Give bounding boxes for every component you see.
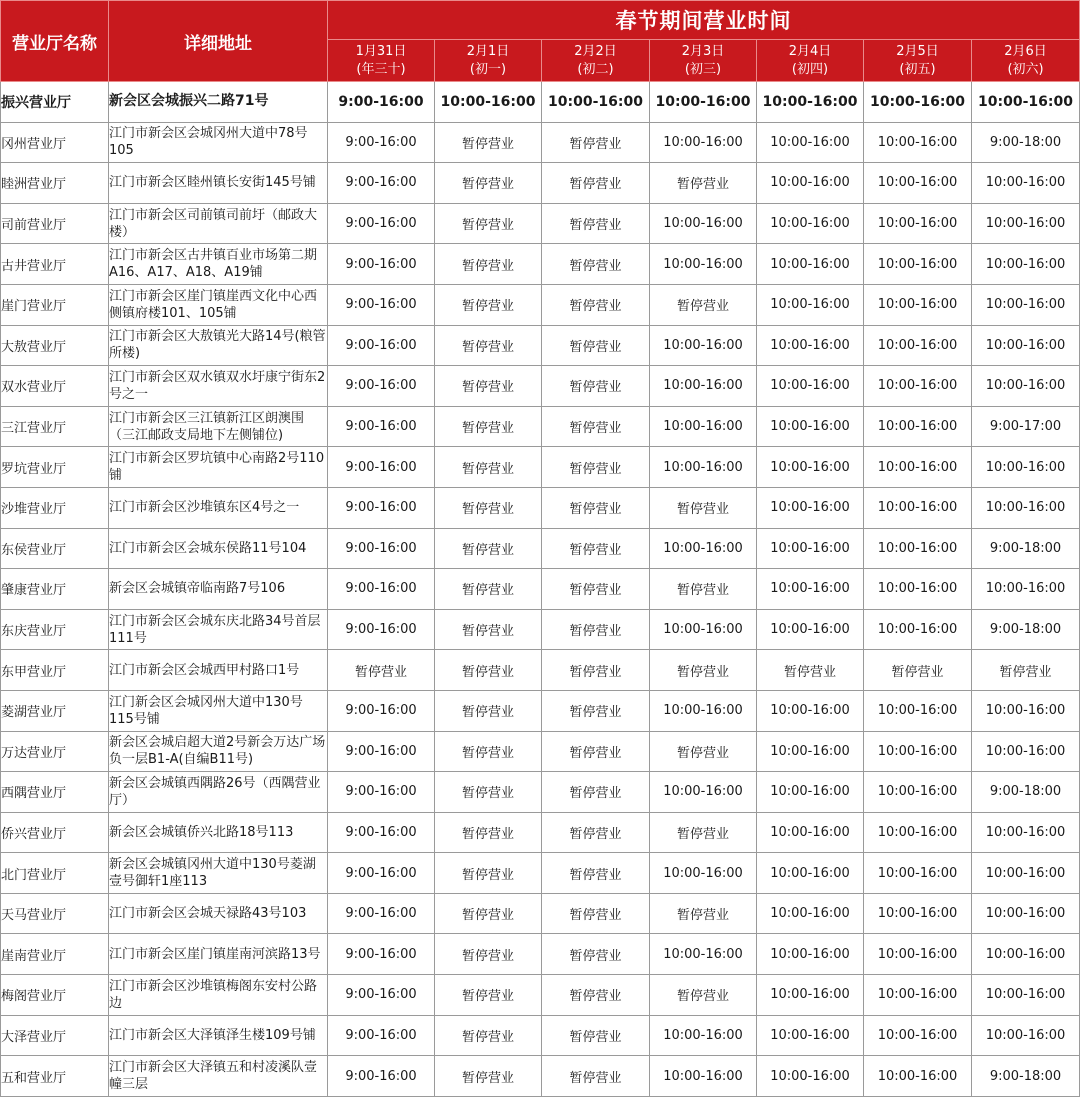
date-header [328,40,435,82]
branch-name: 大泽营业厅 [1,1015,109,1056]
opening-hours-cell: 9:00-18:00 [972,772,1080,813]
opening-hours-cell: 暂停营业 [542,325,650,366]
opening-hours-cell: 暂停营业 [542,366,650,407]
branch-address: 江门新会区会城冈州大道中130号115号铺 [109,690,328,731]
opening-hours-cell: 10:00-16:00 [864,1015,972,1056]
branch-name: 三江营业厅 [1,406,109,447]
opening-hours-cell: 暂停营业 [435,853,542,894]
date-header [972,40,1080,82]
branch-name: 东侯营业厅 [1,528,109,569]
opening-hours-cell: 10:00-16:00 [650,325,757,366]
branch-name: 崖南营业厅 [1,934,109,975]
opening-hours-cell: 10:00-16:00 [864,366,972,407]
opening-hours-cell: 10:00-16:00 [757,690,864,731]
opening-hours-cell: 10:00-16:00 [972,487,1080,528]
opening-hours-cell: 10:00-16:00 [864,609,972,650]
opening-hours-cell: 10:00-16:00 [972,203,1080,244]
opening-hours-cell: 10:00-16:00 [972,325,1080,366]
opening-hours-cell: 9:00-16:00 [328,325,435,366]
lunar-date-label: (初一) [469,61,507,77]
table-row [1,853,1080,894]
opening-hours-cell: 10:00-16:00 [757,609,864,650]
column-header-address: 详细地址 [109,1,328,82]
opening-hours-cell: 10:00-16:00 [972,1015,1080,1056]
branch-address: 江门市新会区沙堆镇梅阁东安村公路边 [109,975,328,1016]
opening-hours-cell: 暂停营业 [542,244,650,285]
opening-hours-cell: 暂停营业 [435,203,542,244]
opening-hours-cell: 暂停营业 [542,487,650,528]
opening-hours-cell: 10:00-16:00 [757,82,864,123]
table-row [1,244,1080,285]
branch-name: 双水营业厅 [1,366,109,407]
branch-name: 大敖营业厅 [1,325,109,366]
branch-name: 司前营业厅 [1,203,109,244]
opening-hours-cell: 9:00-18:00 [972,122,1080,163]
branch-name: 肇康营业厅 [1,569,109,610]
opening-hours-cell: 10:00-16:00 [972,366,1080,407]
opening-hours-cell: 暂停营业 [542,1015,650,1056]
opening-hours-cell: 9:00-16:00 [328,82,435,123]
opening-hours-cell: 暂停营业 [650,569,757,610]
table-row [1,528,1080,569]
opening-hours-cell: 10:00-16:00 [757,325,864,366]
opening-hours-cell: 10:00-16:00 [972,569,1080,610]
opening-hours-cell: 9:00-17:00 [972,406,1080,447]
opening-hours-cell: 暂停营业 [328,650,435,691]
opening-hours-cell: 10:00-16:00 [864,284,972,325]
opening-hours-cell: 暂停营业 [435,366,542,407]
opening-hours-cell: 10:00-16:00 [864,569,972,610]
lunar-date-label: (年三十) [356,61,406,77]
opening-hours-cell: 10:00-16:00 [864,447,972,488]
opening-hours-cell: 10:00-16:00 [972,853,1080,894]
opening-hours-cell: 暂停营业 [757,650,864,691]
opening-hours-cell: 9:00-16:00 [328,528,435,569]
opening-hours-cell: 10:00-16:00 [864,812,972,853]
opening-hours-cell: 10:00-16:00 [650,1056,757,1097]
opening-hours-cell: 9:00-16:00 [328,163,435,204]
opening-hours-cell: 暂停营业 [435,934,542,975]
date-label: 2月5日 [896,43,939,59]
branch-address: 江门市新会区会城东庆北路34号首层111号 [109,609,328,650]
date-header [650,40,757,82]
opening-hours-cell: 10:00-16:00 [757,203,864,244]
opening-hours-cell: 暂停营业 [542,528,650,569]
opening-hours-cell: 9:00-16:00 [328,284,435,325]
opening-hours-cell: 暂停营业 [435,975,542,1016]
opening-hours-cell: 10:00-16:00 [864,975,972,1016]
opening-hours-cell: 10:00-16:00 [864,487,972,528]
branch-name: 东甲营业厅 [1,650,109,691]
branch-name: 振兴营业厅 [1,82,109,123]
opening-hours-cell: 10:00-16:00 [864,406,972,447]
opening-hours-cell: 10:00-16:00 [757,812,864,853]
opening-hours-cell: 10:00-16:00 [757,366,864,407]
opening-hours-cell: 9:00-18:00 [972,609,1080,650]
opening-hours-cell: 10:00-16:00 [757,406,864,447]
opening-hours-cell: 9:00-16:00 [328,812,435,853]
opening-hours-cell: 暂停营业 [435,812,542,853]
opening-hours-cell: 暂停营业 [542,690,650,731]
opening-hours-cell: 10:00-16:00 [650,82,757,123]
date-header [435,40,542,82]
opening-hours-cell: 暂停营业 [650,487,757,528]
opening-hours-cell: 9:00-16:00 [328,447,435,488]
opening-hours-cell: 10:00-16:00 [972,447,1080,488]
opening-hours-cell: 9:00-16:00 [328,731,435,772]
date-label: 2月1日 [466,43,510,59]
branch-name: 西隅营业厅 [1,772,109,813]
opening-hours-cell: 10:00-16:00 [650,934,757,975]
opening-hours-cell: 9:00-16:00 [328,853,435,894]
opening-hours-cell: 10:00-16:00 [757,893,864,934]
opening-hours-cell: 9:00-16:00 [328,1015,435,1056]
opening-hours-cell: 10:00-16:00 [972,934,1080,975]
table-row [1,122,1080,163]
opening-hours-cell: 暂停营业 [435,487,542,528]
lunar-date-label: (初六) [1007,61,1044,77]
opening-hours-cell: 10:00-16:00 [972,975,1080,1016]
opening-hours-cell: 10:00-16:00 [650,366,757,407]
opening-hours-cell: 9:00-16:00 [328,366,435,407]
branch-address: 江门市新会区三江镇新江区朗澳围（三江邮政支局地下左侧铺位) [109,406,328,447]
opening-hours-cell: 10:00-16:00 [757,934,864,975]
table-row [1,975,1080,1016]
opening-hours-cell: 暂停营业 [542,650,650,691]
opening-hours-cell: 9:00-16:00 [328,690,435,731]
table-row [1,325,1080,366]
date-label: 1月31日 [355,43,407,59]
opening-hours-cell: 暂停营业 [435,528,542,569]
opening-hours-cell: 暂停营业 [542,447,650,488]
opening-hours-cell: 暂停营业 [650,812,757,853]
table-row [1,1056,1080,1097]
date-label: 2月4日 [788,43,832,59]
branch-name: 崖门营业厅 [1,284,109,325]
opening-hours-cell: 暂停营业 [435,244,542,285]
opening-hours-cell: 10:00-16:00 [650,447,757,488]
opening-hours-cell: 暂停营业 [435,122,542,163]
opening-hours-cell: 暂停营业 [542,853,650,894]
opening-hours-cell: 10:00-16:00 [972,690,1080,731]
date-label: 2月2日 [574,43,617,59]
opening-hours-cell: 暂停营业 [435,163,542,204]
branch-address: 江门市新会区大敖镇光大路14号(粮管所楼) [109,325,328,366]
opening-hours-cell: 10:00-16:00 [650,122,757,163]
branch-address: 江门市新会区大泽镇五和村凌溪队壹幢三层 [109,1056,328,1097]
opening-hours-cell: 暂停营业 [542,569,650,610]
opening-hours-cell: 10:00-16:00 [972,731,1080,772]
opening-hours-cell: 10:00-16:00 [757,731,864,772]
branch-address: 江门市新会区会城西甲村路口1号 [109,650,328,691]
opening-hours-cell: 暂停营业 [542,731,650,772]
opening-hours-cell: 9:00-16:00 [328,122,435,163]
opening-hours-cell: 暂停营业 [542,893,650,934]
opening-hours-cell: 10:00-16:00 [757,487,864,528]
opening-hours-cell: 10:00-16:00 [757,447,864,488]
opening-hours-cell: 10:00-16:00 [972,284,1080,325]
opening-hours-cell: 10:00-16:00 [650,853,757,894]
opening-hours-cell: 暂停营业 [972,650,1080,691]
opening-hours-cell: 暂停营业 [435,325,542,366]
opening-hours-cell: 10:00-16:00 [864,853,972,894]
opening-hours-cell: 10:00-16:00 [542,82,650,123]
table-row [1,650,1080,691]
branch-address: 江门市新会区罗坑镇中心南路2号110铺 [109,447,328,488]
branch-address: 新会区会城镇侨兴北路18号113 [109,812,328,853]
opening-hours-cell: 10:00-16:00 [650,244,757,285]
table-row [1,163,1080,204]
opening-hours-cell: 暂停营业 [435,1056,542,1097]
opening-hours-cell: 10:00-16:00 [864,163,972,204]
opening-hours-cell: 10:00-16:00 [650,609,757,650]
branch-address: 江门市新会区会城冈州大道中78号105 [109,122,328,163]
opening-hours-cell: 暂停营业 [435,731,542,772]
opening-hours-cell: 暂停营业 [542,772,650,813]
table-row [1,1015,1080,1056]
table-row [1,203,1080,244]
opening-hours-cell: 10:00-16:00 [757,1056,864,1097]
opening-hours-cell: 暂停营业 [542,122,650,163]
branch-name: 睦洲营业厅 [1,163,109,204]
opening-hours-cell: 暂停营业 [650,975,757,1016]
opening-hours-cell: 10:00-16:00 [864,893,972,934]
opening-hours-cell: 暂停营业 [650,731,757,772]
date-label: 2月3日 [681,43,725,59]
lunar-date-label: (初三) [684,61,722,77]
branch-name: 菱湖营业厅 [1,690,109,731]
opening-hours-cell: 10:00-16:00 [757,772,864,813]
opening-hours-cell: 暂停营业 [435,1015,542,1056]
lunar-date-label: (初二) [577,61,614,77]
table-row [1,772,1080,813]
opening-hours-cell: 10:00-16:00 [650,528,757,569]
opening-hours-cell: 10:00-16:00 [864,690,972,731]
opening-hours-cell: 10:00-16:00 [972,812,1080,853]
opening-hours-cell: 暂停营业 [435,406,542,447]
opening-hours-cell: 10:00-16:00 [757,853,864,894]
opening-hours-cell: 暂停营业 [435,609,542,650]
table-row [1,447,1080,488]
branch-name: 古井营业厅 [1,244,109,285]
opening-hours-cell: 暂停营业 [542,609,650,650]
table-body [1,82,1080,1097]
opening-hours-cell: 9:00-16:00 [328,1056,435,1097]
opening-hours-cell: 10:00-16:00 [757,975,864,1016]
table-row [1,893,1080,934]
opening-hours-cell: 暂停营业 [435,772,542,813]
opening-hours-cell: 暂停营业 [435,447,542,488]
opening-hours-cell: 10:00-16:00 [650,772,757,813]
branch-name: 天马营业厅 [1,893,109,934]
date-header [864,40,972,82]
opening-hours-cell: 暂停营业 [435,893,542,934]
branch-name: 梅阁营业厅 [1,975,109,1016]
opening-hours-cell: 10:00-16:00 [864,934,972,975]
branch-address: 江门市新会区古井镇百业市场第二期A16、A17、A18、A19铺 [109,244,328,285]
branch-address: 江门市新会区崖门镇崖南河滨路13号 [109,934,328,975]
table-row [1,934,1080,975]
branch-address: 江门市新会区会城天禄路43号103 [109,893,328,934]
opening-hours-cell: 10:00-16:00 [864,122,972,163]
opening-hours-cell: 9:00-16:00 [328,609,435,650]
opening-hours-cell: 暂停营业 [542,1056,650,1097]
opening-hours-cell: 暂停营业 [542,934,650,975]
branch-address: 新会区会城镇西隅路26号（西隅营业厅） [109,772,328,813]
opening-hours-cell: 10:00-16:00 [864,528,972,569]
opening-hours-cell: 暂停营业 [650,893,757,934]
lunar-date-label: (初四) [791,61,829,77]
branch-name: 侨兴营业厅 [1,812,109,853]
opening-hours-cell: 9:00-16:00 [328,893,435,934]
opening-hours-cell: 9:00-18:00 [972,1056,1080,1097]
opening-hours-cell: 暂停营业 [435,284,542,325]
opening-hours-cell: 10:00-16:00 [972,893,1080,934]
opening-hours-cell: 10:00-16:00 [757,569,864,610]
opening-hours-cell: 9:00-16:00 [328,203,435,244]
branch-name: 冈州营业厅 [1,122,109,163]
branch-address: 江门市新会区会城东侯路11号104 [109,528,328,569]
branch-name: 沙堆营业厅 [1,487,109,528]
table-row [1,690,1080,731]
opening-hours-cell: 9:00-16:00 [328,406,435,447]
branch-address: 江门市新会区崖门镇崖西文化中心西侧镇府楼101、105铺 [109,284,328,325]
opening-hours-cell: 9:00-16:00 [328,569,435,610]
opening-hours-cell: 9:00-16:00 [328,975,435,1016]
opening-hours-cell: 10:00-16:00 [650,690,757,731]
opening-hours-cell: 10:00-16:00 [650,203,757,244]
table-row [1,487,1080,528]
opening-hours-cell: 10:00-16:00 [972,163,1080,204]
opening-hours-cell: 10:00-16:00 [757,163,864,204]
branch-address: 新会区会城启超大道2号新会万达广场负一层B1-A(自编B11号) [109,731,328,772]
branch-name: 北门营业厅 [1,853,109,894]
opening-hours-cell: 10:00-16:00 [757,284,864,325]
opening-hours-cell: 10:00-16:00 [972,82,1080,123]
opening-hours-cell: 暂停营业 [542,406,650,447]
opening-hours-cell: 暂停营业 [650,284,757,325]
opening-hours-cell: 暂停营业 [542,812,650,853]
branch-address: 江门市新会区双水镇双水圩康宁街东2号之一 [109,366,328,407]
opening-hours-cell: 10:00-16:00 [864,82,972,123]
table-row [1,406,1080,447]
opening-hours-cell: 10:00-16:00 [757,1015,864,1056]
lunar-date-label: (初五) [899,61,936,77]
branch-address: 江门市新会区睦州镇长安街145号铺 [109,163,328,204]
table-row [1,82,1080,123]
table-header [1,1,1080,82]
opening-hours-cell: 10:00-16:00 [972,244,1080,285]
opening-hours-cell: 暂停营业 [650,163,757,204]
opening-hours-cell: 暂停营业 [650,650,757,691]
opening-hours-cell: 暂停营业 [542,203,650,244]
opening-hours-cell: 10:00-16:00 [864,772,972,813]
opening-hours-cell: 10:00-16:00 [757,244,864,285]
opening-hours-cell: 暂停营业 [435,690,542,731]
branch-address: 新会区会城镇帝临南路7号106 [109,569,328,610]
table-title: 春节期间营业时间 [328,1,1080,40]
opening-hours-cell: 10:00-16:00 [650,1015,757,1056]
date-header [542,40,650,82]
opening-hours-cell: 10:00-16:00 [864,731,972,772]
table-row [1,609,1080,650]
opening-hours-cell: 10:00-16:00 [650,406,757,447]
branch-address: 江门市新会区沙堆镇东区4号之一 [109,487,328,528]
opening-hours-cell: 9:00-18:00 [972,528,1080,569]
opening-hours-cell: 10:00-16:00 [864,203,972,244]
branch-name: 五和营业厅 [1,1056,109,1097]
branch-address: 江门市新会区大泽镇泽生楼109号铺 [109,1015,328,1056]
opening-hours-cell: 10:00-16:00 [435,82,542,123]
branch-name: 罗坑营业厅 [1,447,109,488]
branch-address: 江门市新会区司前镇司前圩（邮政大楼） [109,203,328,244]
opening-hours-cell: 9:00-16:00 [328,934,435,975]
opening-hours-cell: 暂停营业 [542,163,650,204]
opening-hours-cell: 9:00-16:00 [328,772,435,813]
opening-hours-cell: 暂停营业 [542,975,650,1016]
table-row [1,366,1080,407]
column-header-name: 营业厅名称 [1,1,109,82]
opening-hours-cell: 10:00-16:00 [864,1056,972,1097]
opening-hours-cell: 10:00-16:00 [757,122,864,163]
opening-hours-cell: 10:00-16:00 [864,325,972,366]
table-row [1,731,1080,772]
opening-hours-cell: 暂停营业 [864,650,972,691]
date-header [757,40,864,82]
opening-hours-cell: 暂停营业 [435,569,542,610]
opening-hours-cell: 9:00-16:00 [328,244,435,285]
table-row [1,812,1080,853]
branch-address: 新会区会城镇冈州大道中130号菱湖壹号御轩1座113 [109,853,328,894]
date-label: 2月6日 [1004,43,1047,59]
branch-address: 新会区会城振兴二路71号 [109,82,328,123]
table-row [1,569,1080,610]
branch-name: 万达营业厅 [1,731,109,772]
opening-hours-cell: 暂停营业 [435,650,542,691]
opening-hours-cell: 暂停营业 [542,284,650,325]
opening-hours-cell: 9:00-16:00 [328,487,435,528]
opening-hours-cell: 10:00-16:00 [757,528,864,569]
table-row [1,284,1080,325]
opening-hours-cell: 10:00-16:00 [864,244,972,285]
branch-name: 东庆营业厅 [1,609,109,650]
